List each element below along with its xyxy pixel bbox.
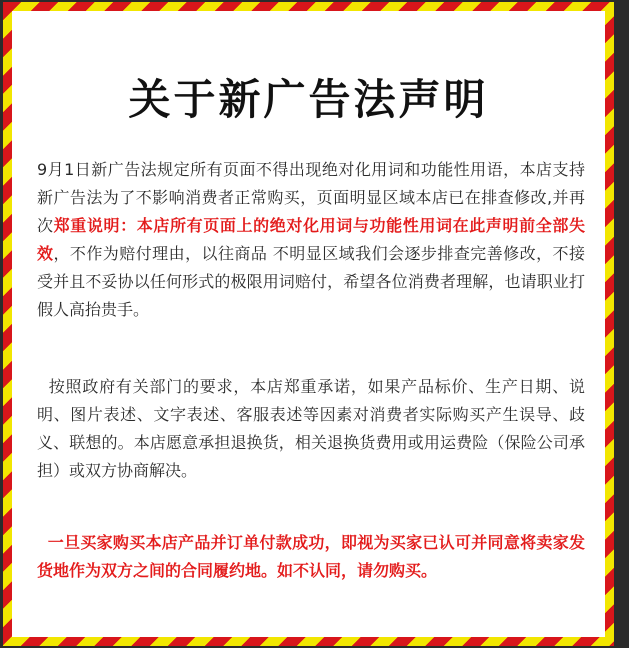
- paragraph-purchase-terms: [37, 529, 585, 585]
- notice-panel: [12, 11, 605, 637]
- paragraph-advertising-law: [37, 156, 585, 324]
- striped-border-frame: [3, 2, 614, 646]
- paragraph-1-text: 9月1日新广告法规定所有页面不得出现绝对化用词和功能性用语，本店支持新广告法为了不影响消费者正常购买，页面明显区域本店已在排查修改,并再次: [37, 160, 585, 235]
- paragraph-3-text: 一旦买家购买本店产品并订单付款成功，即视为买家已认可并同意将卖家发货地作为双方之间的合同履约地。如不认同，请勿购买。: [37, 533, 585, 580]
- paragraph-1-text-continued: ，不作为赔付理由，以往商品 不明显区域我们会逐步排查完善修改，不接受并且不妥协以任何形式的极限用词赔付，希望各位消费者理解，也请职业打假人高抬贵手。: [37, 244, 585, 319]
- notice-title: 关于新广告法声明: [128, 75, 489, 124]
- paragraph-1-highlight: 郑重说明：本店所有页面上的绝对化用词与功能性用词在此声明前全部失效: [37, 216, 585, 263]
- paragraph-commitment: [37, 373, 585, 485]
- paragraph-2-text: 按照政府有关部门的要求，本店郑重承诺，如果产品标价、生产日期、说明、图片表述、文字表述、客服表述等因素对消费者实际购买产生误导、歧义、联想的。本店愿意承担退换货，相关退换货费用或用运费险（保险公司承担）或双方协商解决。: [37, 377, 585, 480]
